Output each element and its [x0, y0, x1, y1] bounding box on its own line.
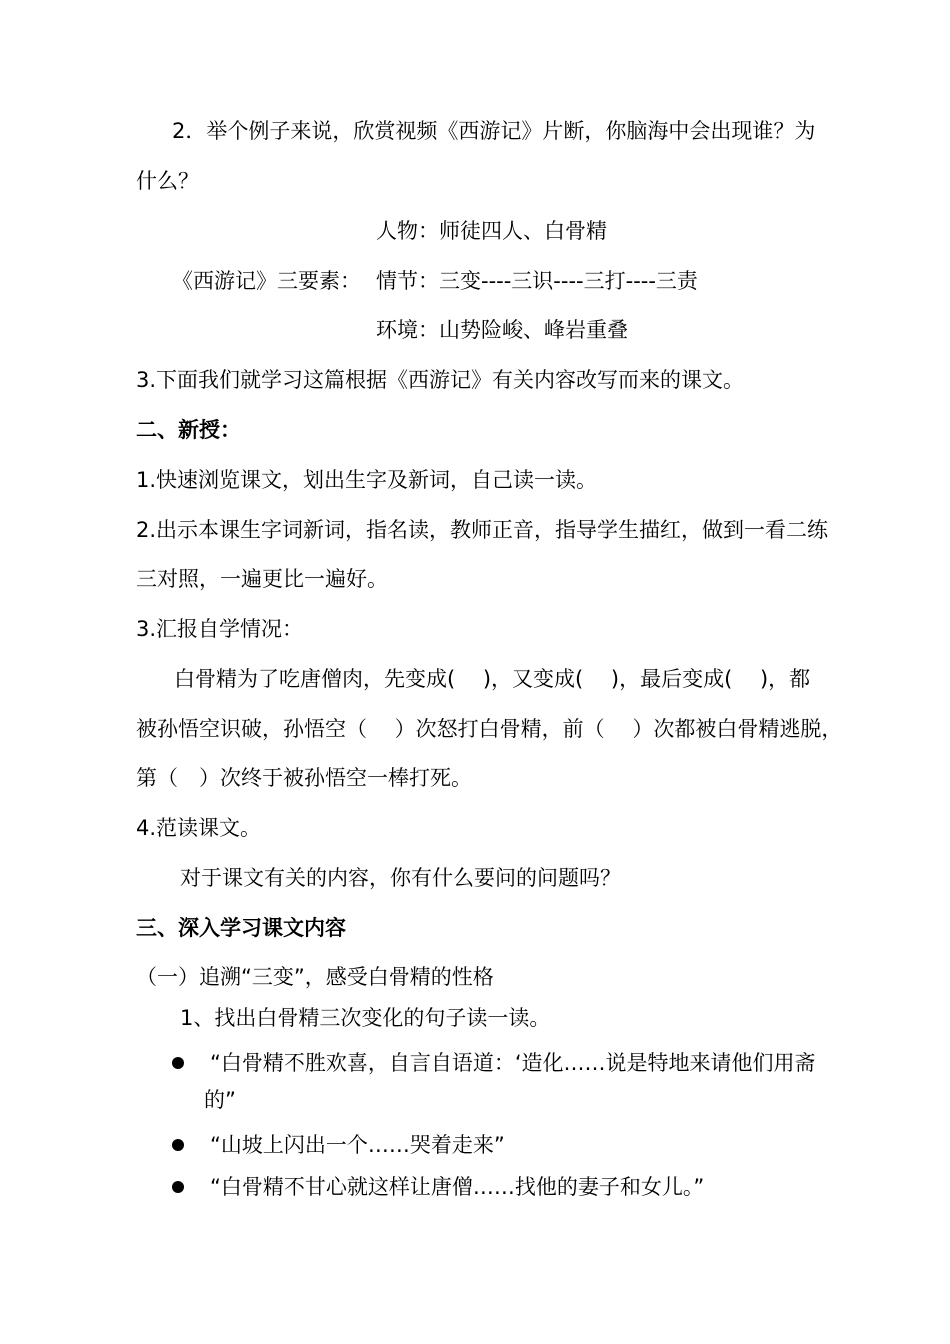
section-3-heading: 三、深入学习课文内容 [136, 916, 346, 940]
new-step-4: 4.范读课文。 [136, 816, 262, 840]
fill-blank-line-1: 白骨精为了吃唐僧肉，先变成( )，又变成( )，最后变成( )，都 [174, 667, 811, 691]
element-plot: 情节：三变----三识----三打----三责 [376, 269, 698, 293]
fill-blank-line-2: 被孙悟空识破，孙悟空（ ）次怒打白骨精，前（ ）次都被白骨精逃脱， [136, 717, 843, 741]
question-2-line-1: 2．举个例子来说，欣赏视频《西游记》片断，你脑海中会出现谁？为 [172, 119, 816, 143]
item-3-intro: 3.下面我们就学习这篇根据《西游记》有关内容改写而来的课文。 [136, 368, 745, 392]
quote-1-line-2: 的” [204, 1088, 236, 1112]
new-step-1: 1.快速浏览课文，划出生字及新词，自己读一读。 [136, 468, 598, 492]
bullet-icon [172, 1139, 184, 1151]
elements-label: 《西游记》三要素： [172, 269, 361, 293]
section-2-heading: 二、新授： [136, 418, 241, 442]
new-step-3: 3.汇报自学情况： [136, 617, 304, 641]
new-step-2-line-2: 三对照，一遍更比一遍好。 [136, 567, 388, 591]
element-characters: 人物：师徒四人、白骨精 [376, 219, 607, 243]
element-setting: 环境：山势险峻、峰岩重叠 [376, 318, 628, 342]
bullet-icon [172, 1057, 184, 1069]
subsection-1-heading: （一）追溯“三变”，感受白骨精的性格 [136, 965, 494, 989]
new-step-2-line-1: 2.出示本课生字词新词，指名读，教师正音，指导学生描红，做到一看二练 [136, 518, 829, 542]
question-prompt: 对于课文有关的内容，你有什么要问的问题吗？ [180, 866, 621, 890]
quote-3: “白骨精不甘心就这样让唐僧……找他的妻子和女儿。” [210, 1175, 705, 1199]
task-1: 1、找出白骨精三次变化的句子读一读。 [180, 1006, 551, 1030]
quote-2: “山坡上闪出一个……哭着走来” [210, 1133, 505, 1157]
quote-1-line-1: “白骨精不胜欢喜，自言自语道：‘造化……说是特地来请他们用斋 [210, 1051, 816, 1075]
bullet-icon [172, 1181, 184, 1193]
fill-blank-line-3: 第（ ）次终于被孙悟空一棒打死。 [136, 766, 472, 790]
question-2-line-2: 什么？ [136, 169, 199, 193]
